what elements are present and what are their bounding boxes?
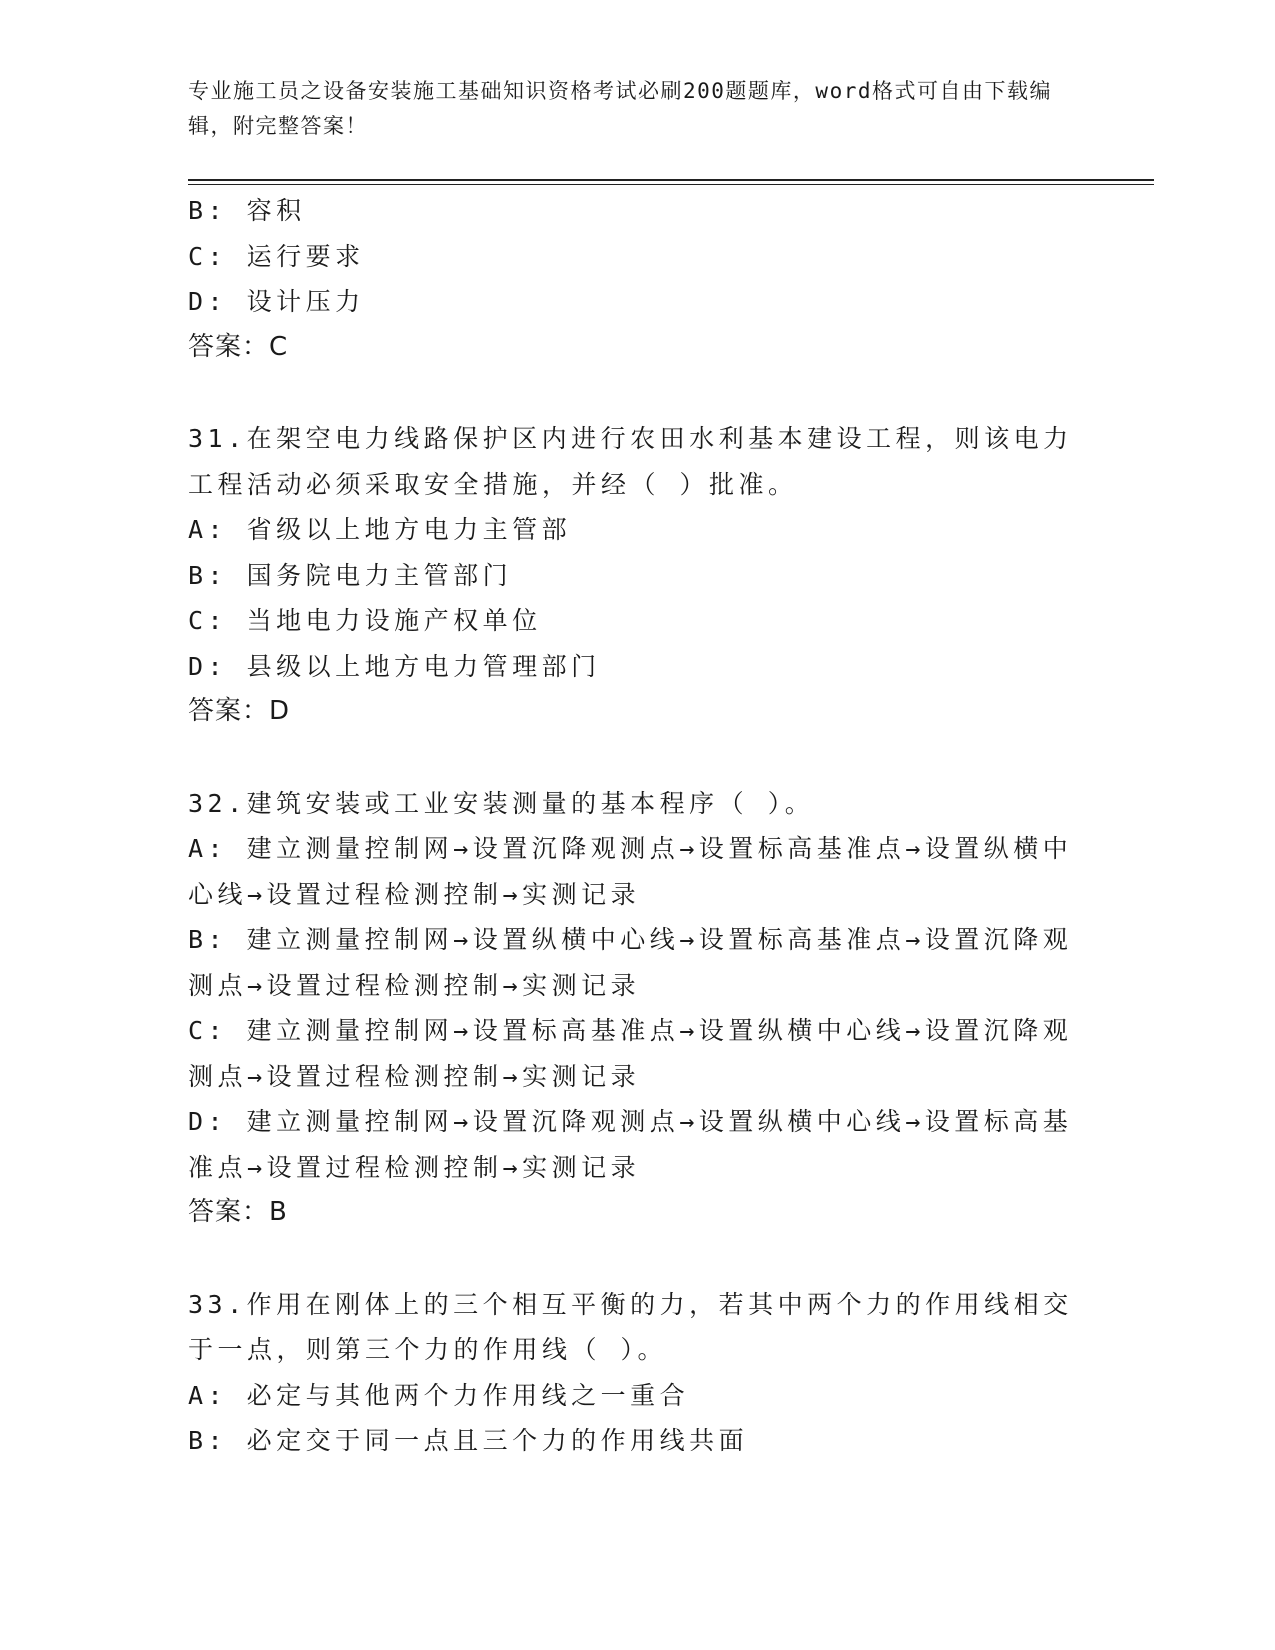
option-a: A: 省级以上地方电力主管部: [188, 515, 572, 544]
option-d: D: 县级以上地方电力管理部门: [188, 651, 601, 681]
option-d: D: 建立测量控制网→设置沉降观测点→设置纵横中心线→设置标高基准点→设置过程检测控制→实测记录: [188, 1107, 1073, 1182]
question-stem: 31.在架空电力线路保护区内进行农田水利基本建设工程，则该电力工程活动必须采取安全措施，并经（ ）批准。: [188, 424, 1073, 499]
answer-label: 答案：B: [188, 1197, 288, 1227]
answer-label: 答案：D: [188, 696, 291, 726]
header-divider-thick: [188, 179, 1154, 181]
option-a: A: 必定与其他两个力作用线之一重合: [188, 1380, 690, 1410]
option-b: B: 必定交于同一点且三个力的作用线共面: [188, 1426, 749, 1455]
spacer: [188, 370, 1088, 416]
question-content: [188, 188, 1088, 1464]
question-32: [188, 781, 1088, 1236]
option-c: C: 运行要求: [188, 241, 365, 271]
option-d: D: 设计压力: [188, 287, 365, 316]
question-stem: 33.作用在刚体上的三个相互平衡的力，若其中两个力的作用线相交于一点，则第三个力的作用线（ ）。: [188, 1289, 1073, 1364]
question-33: [188, 1282, 1088, 1464]
option-b: B: 容积: [188, 196, 306, 225]
spacer: [188, 735, 1088, 781]
option-a: A: 建立测量控制网→设置沉降观测点→设置标高基准点→设置纵横中心线→设置过程检测控制→实测记录: [188, 834, 1073, 909]
page-header: 专业施工员之设备安装施工基础知识资格考试必刷200题题库，word格式可自由下载编辑，附完整答案！: [188, 79, 1052, 138]
option-b: B: 建立测量控制网→设置纵横中心线→设置标高基准点→设置沉降观测点→设置过程检测控制→实测记录: [188, 925, 1073, 1000]
option-c: C: 建立测量控制网→设置标高基准点→设置纵横中心线→设置沉降观测点→设置过程检测控制→实测记录: [188, 1016, 1073, 1091]
answer-label: 答案：C: [188, 331, 289, 362]
question-31: [188, 416, 1088, 735]
spacer: [188, 1236, 1088, 1282]
question-stem: 32.建筑安装或工业安装测量的基本程序（ ）。: [188, 788, 815, 818]
question-30-partial: [188, 188, 1088, 370]
option-b: B: 国务院电力主管部门: [188, 560, 513, 590]
option-c: C: 当地电力设施产权单位: [188, 606, 542, 635]
header-divider-thin: [188, 184, 1154, 185]
